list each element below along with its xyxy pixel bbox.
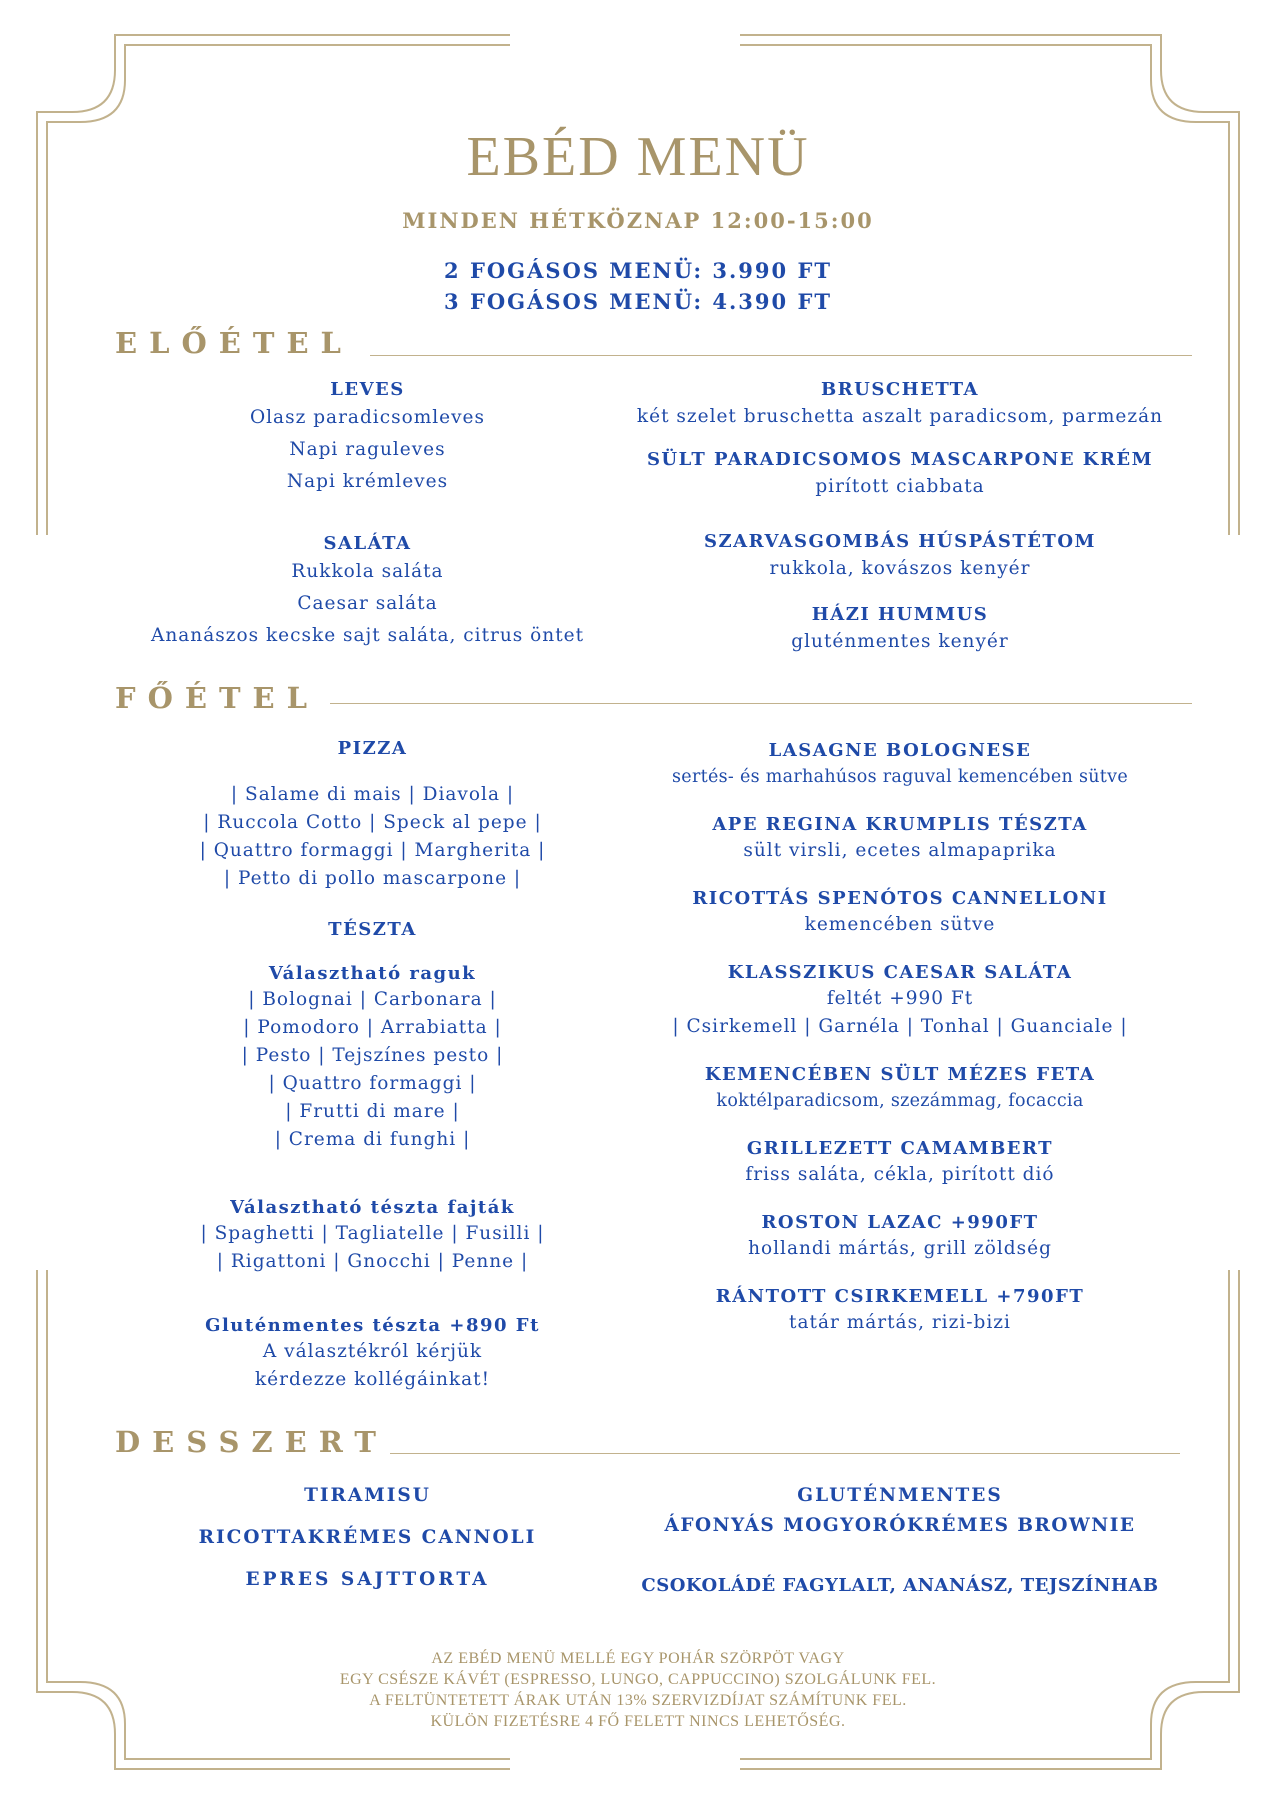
dish-description: gluténmentes kenyér (791, 631, 1009, 652)
schedule-subtitle: MINDEN HÉTKÖZNAP 12:00-15:00 (402, 208, 874, 233)
dessert-item: ÁFONYÁS MOGYORÓKRÉMES BROWNIE (664, 1515, 1136, 1536)
dessert-item: EPRES SAJTTORTA (245, 1569, 490, 1590)
menu-item: Olasz paradicsomleves (249, 407, 486, 428)
desszert-left-column (130, 1484, 605, 1592)
dessert-item: RICOTTAKRÉMES CANNOLI (198, 1527, 537, 1548)
section-divider (330, 703, 1192, 704)
desszert-right-column (615, 1481, 1185, 1601)
section-title-desszert: DESSZERT (115, 1425, 388, 1459)
pizza-line: | Ruccola Cotto | Speck al pepe | (203, 812, 542, 833)
dessert-item: CSOKOLÁDÉ FAGYLALT, ANANÁSZ, TEJSZÍNHAB (641, 1575, 1159, 1596)
dish-heading: KEMENCÉBEN SÜLT MÉZES FETA (704, 1064, 1096, 1085)
teszta-heading: TÉSZTA (328, 919, 417, 940)
dish-heading: KLASSZIKUS CAESAR SALÁTA (727, 962, 1073, 983)
dish-description: sült virsli, ecetes almapaprika (743, 840, 1057, 861)
dish-heading: HÁZI HUMMUS (811, 604, 989, 625)
pizza-heading: PIZZA (337, 738, 408, 759)
ragu-line: | Pesto | Tejszínes pesto | (241, 1045, 504, 1066)
section-divider (390, 1453, 1180, 1454)
dish-description: két szelet bruschetta aszalt paradicsom, parmezán (636, 406, 1164, 427)
dish-heading: LASAGNE BOLOGNESE (768, 740, 1032, 761)
price-three-course: 3 FOGÁSOS MENÜ: 4.390 FT (444, 289, 832, 314)
glutenfree-pasta-heading: Gluténmentes tészta +890 Ft (205, 1315, 540, 1336)
ragu-line: | Frutti di mare | (285, 1101, 460, 1122)
dish-description: rukkola, kovászos kenyér (769, 558, 1031, 579)
footer-note (0, 1648, 1276, 1732)
ragu-line: | Quattro formaggi | (268, 1073, 477, 1094)
foetel-right-column (615, 739, 1185, 1337)
glutenfree-note: kérdezze kollégáinkat! (254, 1369, 491, 1390)
dish-description: | Csirkemell | Garnéla | Tonhal | Guanciale | (672, 1016, 1128, 1037)
dish-heading: RICOTTÁS SPENÓTOS CANNELLONI (692, 888, 1108, 909)
dessert-item: GLUTÉNMENTES (797, 1485, 1003, 1506)
dish-description: tatár mártás, rizi-bizi (789, 1312, 1011, 1333)
footer-line: EGY CSÉSZE KÁVÉT (ESPRESSO, LUNGO, CAPPUCCINO) SZOLGÁLUNK FEL. (339, 1671, 937, 1688)
menu-title: EBÉD MENÜ (466, 126, 810, 188)
dish-description: sertés- és marhahúsos raguval kemencében sütve (672, 767, 1128, 787)
ragu-line: | Pomodoro | Arrabiatta | (243, 1017, 502, 1038)
dish-heading: SZARVASGOMBÁS HÚSPÁSTÉTOM (704, 531, 1096, 552)
ragu-line: | Crema di funghi | (274, 1129, 471, 1150)
dish-description: friss saláta, cékla, pirított dió (745, 1164, 1055, 1185)
eloetel-left-column (130, 378, 605, 652)
fajta-line: | Spaghetti | Tagliatelle | Fusilli | (200, 1223, 545, 1244)
salata-heading: SALÁTA (323, 533, 412, 554)
pizza-line: | Quattro formaggi | Margherita | (199, 840, 546, 861)
menu-item: Napi raguleves (289, 439, 446, 460)
ragu-heading: Választható raguk (268, 963, 477, 984)
dessert-item: TIRAMISU (304, 1485, 431, 1506)
section-title-eloetel: ELŐÉTEL (115, 326, 353, 360)
dish-description: hollandi mártás, grill zöldség (748, 1238, 1052, 1259)
ragu-line: | Bolognai | Carbonara | (248, 989, 497, 1010)
dish-heading: APE REGINA KRUMPLIS TÉSZTA (712, 814, 1088, 835)
fajta-heading: Választható tészta fajták (230, 1197, 515, 1218)
price-two-course: 2 FOGÁSOS MENÜ: 3.990 FT (444, 258, 832, 283)
dish-heading: RÁNTOTT CSIRKEMELL +790FT (715, 1286, 1085, 1307)
foetel-left-column (115, 737, 630, 1394)
fajta-line: | Rigattoni | Gnocchi | Penne | (216, 1251, 529, 1272)
pizza-line: | Salame di mais | Diavola | (230, 784, 515, 805)
dish-description: pirított ciabbata (815, 476, 985, 497)
glutenfree-note: A választékról kérjük (262, 1341, 483, 1362)
dish-description: feltét +990 Ft (826, 988, 974, 1009)
footer-line: AZ EBÉD MENÜ MELLÉ EGY POHÁR SZÖRPÖT VAGY (431, 1650, 845, 1667)
dish-description: koktélparadicsom, szezámmag, focaccia (716, 1091, 1084, 1111)
dish-heading: BRUSCHETTA (820, 379, 980, 400)
menu-item: Ananászos kecske sajt saláta, citrus öntet (150, 625, 585, 646)
footer-line: KÜLÖN FIZETÉSRE 4 FŐ FELETT NINCS LEHETŐSÉG. (430, 1713, 846, 1730)
dish-heading: SÜLT PARADICSOMOS MASCARPONE KRÉM (646, 449, 1154, 470)
section-title-foetel: FŐÉTEL (115, 681, 320, 715)
dish-heading: GRILLEZETT CAMAMBERT (746, 1138, 1054, 1159)
menu-item: Rukkola saláta (291, 561, 444, 582)
footer-line: A FELTÜNTETETT ÁRAK UTÁN 13% SZERVIZDÍJAT SZÁMÍTUNK FEL. (369, 1692, 907, 1709)
dish-heading: ROSTON LAZAC +990FT (761, 1212, 1039, 1233)
dish-description: kemencében sütve (804, 914, 996, 935)
menu-item: Caesar saláta (297, 593, 438, 614)
pizza-line: | Petto di pollo mascarpone | (223, 868, 522, 889)
leves-heading: LEVES (330, 379, 405, 400)
section-divider (370, 355, 1192, 356)
eloetel-right-column (615, 378, 1185, 657)
menu-item: Napi krémleves (286, 471, 449, 492)
